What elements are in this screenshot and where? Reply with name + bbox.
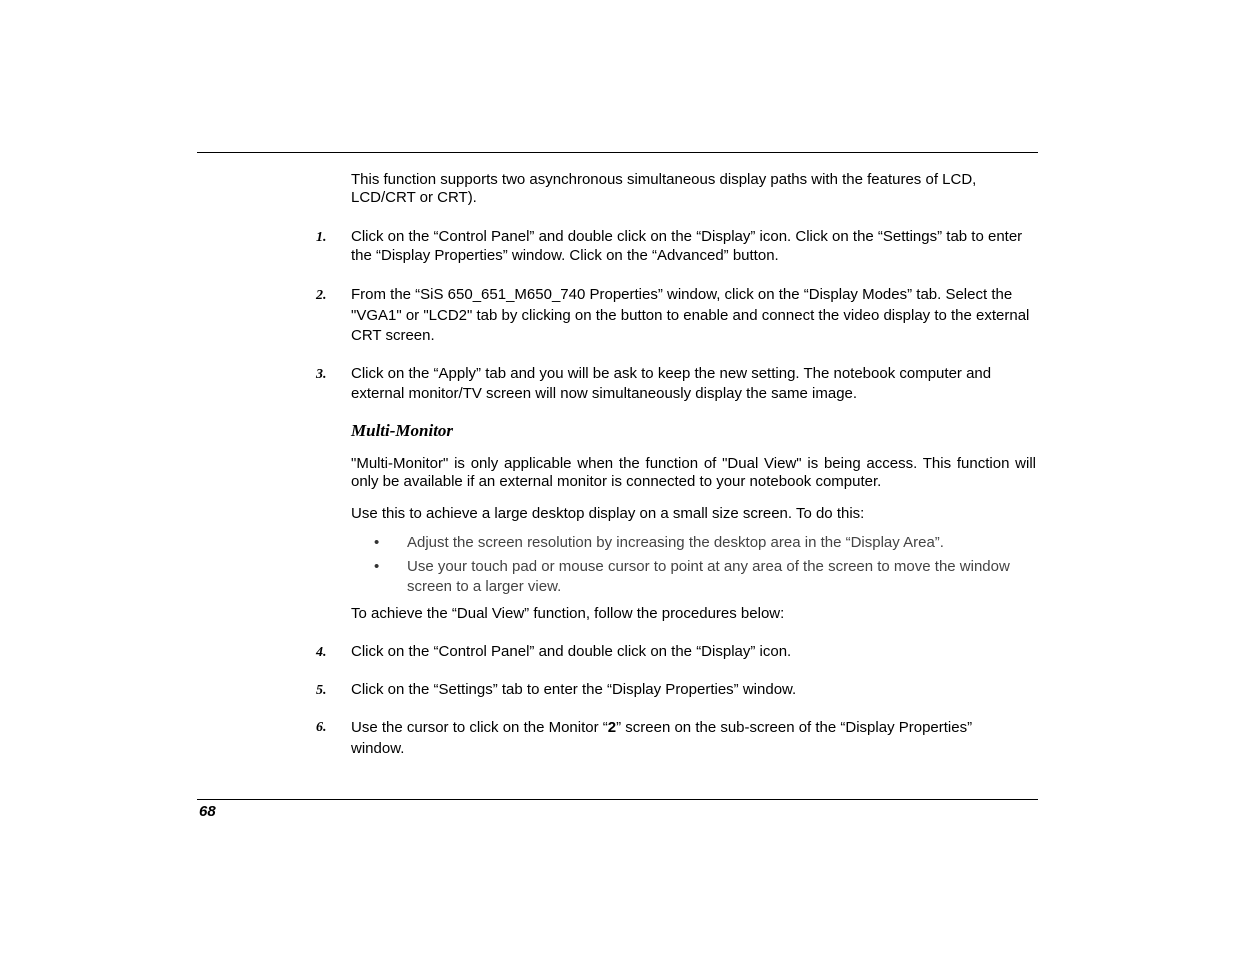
multi-monitor-paragraph-2: Use this to achieve a large desktop display on a small size screen. To do this: xyxy=(351,505,865,522)
step-number-2: 2. xyxy=(316,288,327,303)
step-text-2: From the “SiS 650_651_M650_740 Properties” window, click on the “Display Modes” tab. Select the "VGA1" or "LCD2" tab by clicking on the button to enable and connect the video display to the external CRT screen. xyxy=(351,286,1030,344)
step-number-3: 3. xyxy=(316,367,327,382)
step-number-4: 4. xyxy=(316,645,327,660)
bullet-marker-2: • xyxy=(374,558,380,575)
intro-paragraph: This function supports two asynchronous simultaneous display paths with the features of LCD, LCD/CRT or CRT). xyxy=(351,171,977,206)
step-text-6-after: ” screen on the sub-screen of the “Display Properties” window. xyxy=(351,719,973,757)
step-text-6-before: Use the cursor to click on the Monitor “ xyxy=(351,719,608,736)
header-rule xyxy=(197,152,1038,153)
step-text-4: Click on the “Control Panel” and double click on the “Display” icon. xyxy=(351,643,792,660)
multi-monitor-paragraph-1: "Multi-Monitor" is only applicable when the function of "Dual View" is being access. This function will only be available if an external monitor is connected to your notebook computer. xyxy=(351,455,1036,490)
step-text-5: Click on the “Settings” tab to enter the “Display Properties” window. xyxy=(351,681,797,698)
step-number-1: 1. xyxy=(316,230,327,245)
step-number-6: 6. xyxy=(316,720,327,735)
page-number: 68 xyxy=(199,803,216,820)
step-text-1: Click on the “Control Panel” and double click on the “Display” icon. Click on the “Settings” tab to enter the “Display Properties” window. Click on the “Advanced” button. xyxy=(351,228,1023,264)
bullet-marker-1: • xyxy=(374,534,380,551)
step-number-5: 5. xyxy=(316,683,327,698)
bullet-item-1: Adjust the screen resolution by increasing the desktop area in the “Display Area”. xyxy=(407,534,944,551)
step-text-3: Click on the “Apply” tab and you will be ask to keep the new setting. The notebook computer and external monitor/TV screen will now simultaneously display the same image. xyxy=(351,365,992,402)
step-text-6-bold: 2 xyxy=(607,719,617,736)
bullet-item-2: Use your touch pad or mouse cursor to point at any area of the screen to move the window screen to a larger view. xyxy=(407,558,1010,595)
footer-rule xyxy=(197,799,1038,800)
step-text-6 xyxy=(351,717,991,759)
multi-monitor-paragraph-3: To achieve the “Dual View” function, follow the procedures below: xyxy=(351,605,785,622)
section-heading-multi-monitor: Multi-Monitor xyxy=(351,421,454,440)
